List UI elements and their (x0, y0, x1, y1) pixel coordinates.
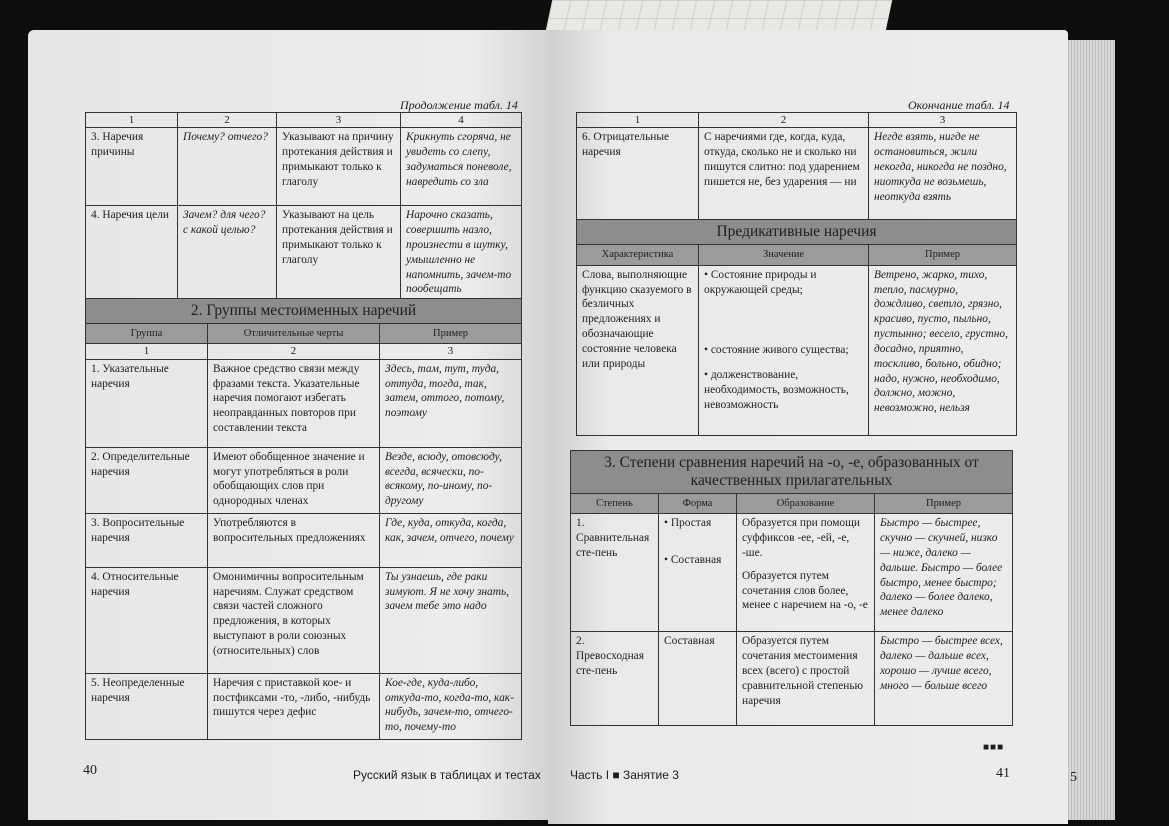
pronominal-adverbs-table (85, 298, 522, 740)
left-page (28, 30, 548, 820)
continuation-label: Продолжение табл. 14 (400, 98, 518, 112)
group-name: 3. Вопросительные наречия (86, 513, 208, 567)
meaning-item: • Состояние природы и окружающей среды; (704, 268, 817, 296)
col-number: 2 (208, 344, 380, 359)
table-row (86, 128, 522, 206)
degree-formation (737, 514, 875, 632)
adverb-questions: Зачем? для чего? с какой целью? (178, 206, 277, 300)
col-number: 2 (178, 113, 277, 128)
col-number: 1 (577, 113, 699, 128)
adverb-example: Негде взять, нигде не остановиться, жили некогда, никогда не поздно, ниоткуда не возьмешь, неоткуда взять (869, 128, 1017, 220)
column-header: Пример (875, 493, 1013, 514)
edge-page-number: 5 (1070, 770, 1077, 785)
table-row (86, 359, 522, 447)
degree-name: 2. Превосходная сте-пень (571, 632, 659, 726)
degree-name: 1. Сравнительная сте-пень (571, 514, 659, 632)
section-title: 3. Степени сравнения наречий на -о, -е, образованных от качественных прилагательных (571, 451, 1013, 494)
adverb-description: Указывают на причину протекания действия и примыкают только к глаголу (277, 128, 401, 206)
table-row (571, 632, 1013, 726)
predicative-characteristic: Слова, выполняющие функцию сказуемого в безличных предложениях и обозначающие состояние человека или природы (577, 265, 699, 435)
column-number-row (86, 113, 522, 128)
group-features: Омонимичны вопросительным наречиям. Служат средством связи частей сложного предложения, в которых выступают в роли союзных (относительных) слов (208, 567, 380, 673)
adverb-type: 4. Наречия цели (86, 206, 178, 300)
column-header: Характеристика (577, 245, 699, 266)
group-name: 1. Указательные наречия (86, 359, 208, 447)
table-row (86, 673, 522, 739)
group-example: Везде, всюду, отовсюду, всегда, всячески, по-всякому, по-иному, по-другому (380, 447, 522, 513)
col-number: 1 (86, 113, 178, 128)
header-row (86, 323, 522, 344)
meaning-item: • состояние живого существа; (704, 344, 849, 357)
section-title: 2. Группы местоименных наречий (86, 299, 522, 324)
group-name: 4. Относительные наречия (86, 567, 208, 673)
column-number-row (577, 113, 1017, 128)
right-page (548, 30, 1068, 824)
table-row (571, 514, 1013, 632)
adverb-description: Указывают на цель протекания действия и примыкают только к глаголу (277, 206, 401, 300)
group-example: Кое-где, куда-либо, откуда-то, когда-то, как-нибудь, зачем-то, отчего-то, почему-то (380, 673, 522, 739)
group-example: Где, куда, откуда, когда, как, зачем, отчего, почему (380, 513, 522, 567)
adverb-questions: Почему? отчего? (178, 128, 277, 206)
table-row (86, 206, 522, 300)
column-header: Форма (659, 493, 737, 514)
group-example: Здесь, там, тут, туда, оттуда, тогда, так, затем, оттого, потому, поэтому (380, 359, 522, 447)
table-row (86, 447, 522, 513)
group-name: 2. Определительные наречия (86, 447, 208, 513)
degree-forms (659, 514, 737, 632)
part-lesson-footer: Часть I ■ Занятие 3 (570, 768, 679, 782)
column-header: Значение (699, 245, 869, 266)
section-title: Предикативные наречия (577, 220, 1017, 245)
group-example: Ты узнаешь, где раки зимуют. Я не хочу знать, зачем тебе это надо (380, 567, 522, 673)
header-row (577, 245, 1017, 266)
adverb-description: С наречиями где, когда, куда, откуда, сколько не и сколько ни пишутся слитно: под ударением пишется не, без ударения — ни (699, 128, 869, 220)
adverb-example: Нарочно сказать, совершить назло, произнести в шутку, умышленно не напомнить, зачем-то пообещать (401, 206, 522, 300)
col-number: 3 (869, 113, 1017, 128)
group-name: 5. Неопределенные наречия (86, 673, 208, 739)
group-features: Употребляются в вопросительных предложениях (208, 513, 380, 567)
form-item: • Простая (664, 517, 712, 530)
adverb-type: 3. Наречия причины (86, 128, 178, 206)
column-header: Образование (737, 493, 875, 514)
table-row (577, 128, 1017, 220)
column-header: Степень (571, 493, 659, 514)
degree-form: Составная (659, 632, 737, 726)
table-row (86, 513, 522, 567)
col-number: 4 (401, 113, 522, 128)
formation-item: Образуется при помощи суффиксов -ее, -ей, -е, -ше. (742, 517, 860, 559)
group-features: Наречия с приставкой кое- и постфиксами -то, -либо, -нибудь пишутся через дефис (208, 673, 380, 739)
col-number: 1 (86, 344, 208, 359)
continuation-label: Окончание табл. 14 (908, 98, 1010, 112)
predicative-example: Ветрено, жарко, тихо, тепло, пасмурно, дождливо, светло, грязно, красиво, пусто, пыльно, пустынно; весело, грустно, досадно, приятно, тоскливо, больно, обидно; надо, нужно, необходимо, должно, можно, невозможно, нельзя (869, 265, 1017, 435)
degree-example: Быстро — быстрее всех, далеко — дальше всех, хорошо — лучше всего, много — больше всего (875, 632, 1013, 726)
adverbs-table-right (576, 112, 1017, 436)
col-number: 3 (277, 113, 401, 128)
group-features: Важное средство связи между фразами текста. Указательные наречия помогают избегать неоправданных повторов при составлении текста (208, 359, 380, 447)
column-number-row (86, 344, 522, 359)
comparison-degrees-table (570, 450, 1013, 726)
formation-item: Образуется путем сочетания слов более, менее с наречием на -о, -е (742, 569, 868, 612)
table-row (577, 265, 1017, 435)
degree-formation: Образуется путем сочетания местоимения всех (всего) с простой сравнительной степенью наречия (737, 632, 875, 726)
column-header: Пример (869, 245, 1017, 266)
group-features: Имеют обобщенное значение и могут употребляться в роли обобщающих слов при однородных членах (208, 447, 380, 513)
table-row (86, 567, 522, 673)
column-header: Отличительные черты (208, 323, 380, 344)
adverb-example: Крикнуть сгоряча, не увидеть со слепу, задуматься поневоле, навредить со зла (401, 128, 522, 206)
column-header: Пример (380, 323, 522, 344)
page-number-left: 40 (83, 763, 97, 778)
header-row (571, 493, 1013, 514)
form-item: • Составная (664, 554, 722, 567)
adverbs-table-left (85, 112, 522, 300)
meaning-item: • долженствование, необходимость, возможность, невозможность (704, 369, 849, 411)
predicative-meanings (699, 265, 869, 435)
adverb-type: 6. Отрицательные наречия (577, 128, 699, 220)
book-title-footer: Русский язык в таблицах и тестах (353, 768, 541, 782)
column-header: Группа (86, 323, 208, 344)
degree-example: Быстро — быстрее, скучно — скучней, низко — ниже, далеко — дальше. Быстро — более быстро, менее быстро; далеко — более далеко, менее далеко (875, 514, 1013, 632)
col-number: 2 (699, 113, 869, 128)
page-number-right: 41 (996, 766, 1010, 781)
book-page-edges (1060, 40, 1115, 820)
col-number: 3 (380, 344, 522, 359)
decorative-squares: ■■■ (983, 742, 1005, 753)
